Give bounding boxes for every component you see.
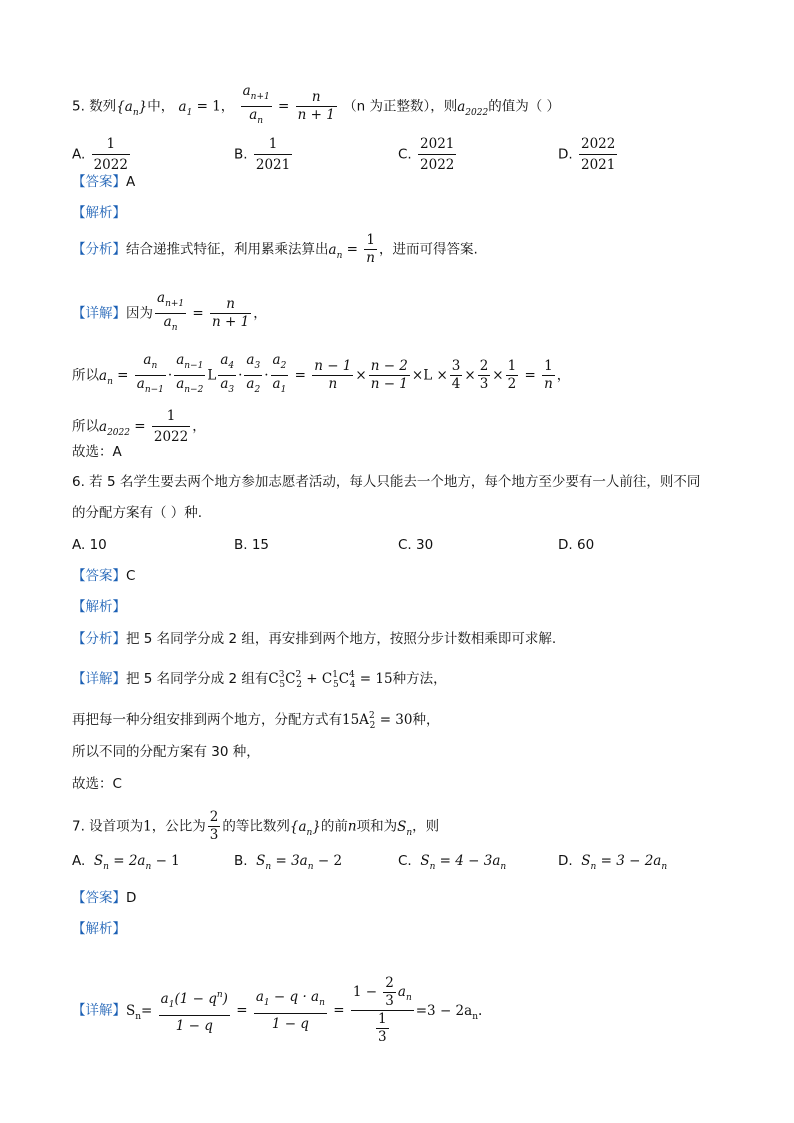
- q6-stem-line1: 6. 若 5 名学生要去两个地方参加志愿者活动，每人只能去一个地方，每个地方至少要有一人前往，则不同: [72, 474, 701, 490]
- q6-detail-line3: 所以不同的分配方案有 30 种，: [72, 744, 260, 760]
- q5-option-a: A. $\frac{1}{2022}$: [72, 136, 128, 173]
- q5-fenxi: 【分析】结合递推式特征，利用累乘法算出$a_n$ = $\frac{1}{n}$ ，进而可得答案.: [72, 232, 478, 266]
- q6-fenxi: 【分析】把 5 名同学分成 2 组，再安排到两个地方，按照分步计数相乘即可求解.: [72, 631, 557, 647]
- q6-stem-line2: 的分配方案有（ ）种.: [72, 505, 203, 521]
- q5-answer: 【答案】A: [72, 174, 136, 190]
- q7-answer: 【答案】D: [72, 890, 137, 906]
- q7-stem: 7. 设首项为1，公比为 $\frac{2}{3}$ 的等比数列$\{a_n\}$的前n项和为$S_n$，则: [72, 809, 440, 843]
- q6-detail: 【详解】把 5 名同学分成 2 组有$C^3_5C^2_2 + C^1_5C^4_4 = 15$种方法，: [72, 670, 447, 690]
- q6-answer: 【答案】C: [72, 568, 136, 584]
- q5-product-chain: 所以$a_n$ = $\frac{a_n}{a_{n-1}}$ · $\frac{a_{n-1}}{a_{n-2}}$ L $\frac{a_4}{a_3}$ · $\frac{a_3}{a_2}$ · $\frac{a_2}{a_1}$ = $\frac{n - 1}{n}$ × $\frac{n - 2}{n - 1}$ ×L × $\frac{3}{4}$ × $\frac{2}{3}$ × $\frac{1}{2}$ = $\frac{1}{n}$ ，: [72, 352, 571, 395]
- q6-detail-line2: 再把每一种分组安排到两个地方，分配方式有$15A^2_2 = 30$种，: [72, 711, 440, 731]
- q6-choose: 故选：C: [72, 776, 122, 792]
- q7-detail: 【详解】$S_n=$ $\frac{a_1(1 - q^n)}{1 - q}$ = $\frac{a_1 - q \cdot a_n}{1 - q}$ = 1 − $\frac{2}{3}$ $a_n$ $\frac{1}{3}$ $=3 - 2a_n$.: [72, 975, 483, 1045]
- q5-stem: 5. 数列$\{a_n\}$中， $a_1 = 1$， $\frac{a_{n+1}}{a_n}$ = $\frac{n}{n + 1}$ （n 为正整数），则$a_{2022}$的值为（ ）: [72, 83, 560, 130]
- q5-number: 5.: [72, 98, 85, 115]
- q5-analysis: 【解析】: [72, 205, 126, 221]
- q7-option-a: A. $S_n = 2a_n - 1$: [72, 853, 180, 872]
- q5-seq: $\{a_n\}$: [116, 98, 148, 118]
- q5-detail: 【详解】因为 $\frac{a_{n+1}}{a_n}$ = $\frac{n}{n + 1}$ ，: [72, 290, 267, 333]
- q5-option-b: B. $\frac{1}{2021}$: [234, 136, 291, 173]
- q6-option-b: B. 15: [234, 537, 270, 553]
- q7-option-b: B. $S_n = 3a_n - 2$: [234, 853, 343, 872]
- q6-analysis: 【解析】: [72, 599, 126, 615]
- q6-option-c: C. 30: [398, 537, 434, 553]
- q5-ratio-fraction: $\frac{a_{n+1}}{a_n}$: [242, 83, 270, 126]
- q5-option-c: C. $\frac{2021}{2022}$: [398, 136, 455, 173]
- q7-analysis: 【解析】: [72, 921, 126, 937]
- q5-option-d: D. $\frac{2022}{2021}$: [558, 136, 616, 173]
- q5-result: 所以$a_{2022}$ = $\frac{1}{2022}$ ，: [72, 408, 206, 445]
- q6-option-d: D. 60: [558, 537, 595, 553]
- q6-option-a: A. 10: [72, 537, 107, 553]
- q5-rhs-fraction: $\frac{n}{n + 1}$: [297, 89, 335, 123]
- q5-choose: 故选：A: [72, 444, 122, 460]
- q7-option-c: C. $S_n = 4 - 3a_n$: [398, 853, 507, 872]
- q7-option-d: D. $S_n = 3 - 2a_n$: [558, 853, 668, 872]
